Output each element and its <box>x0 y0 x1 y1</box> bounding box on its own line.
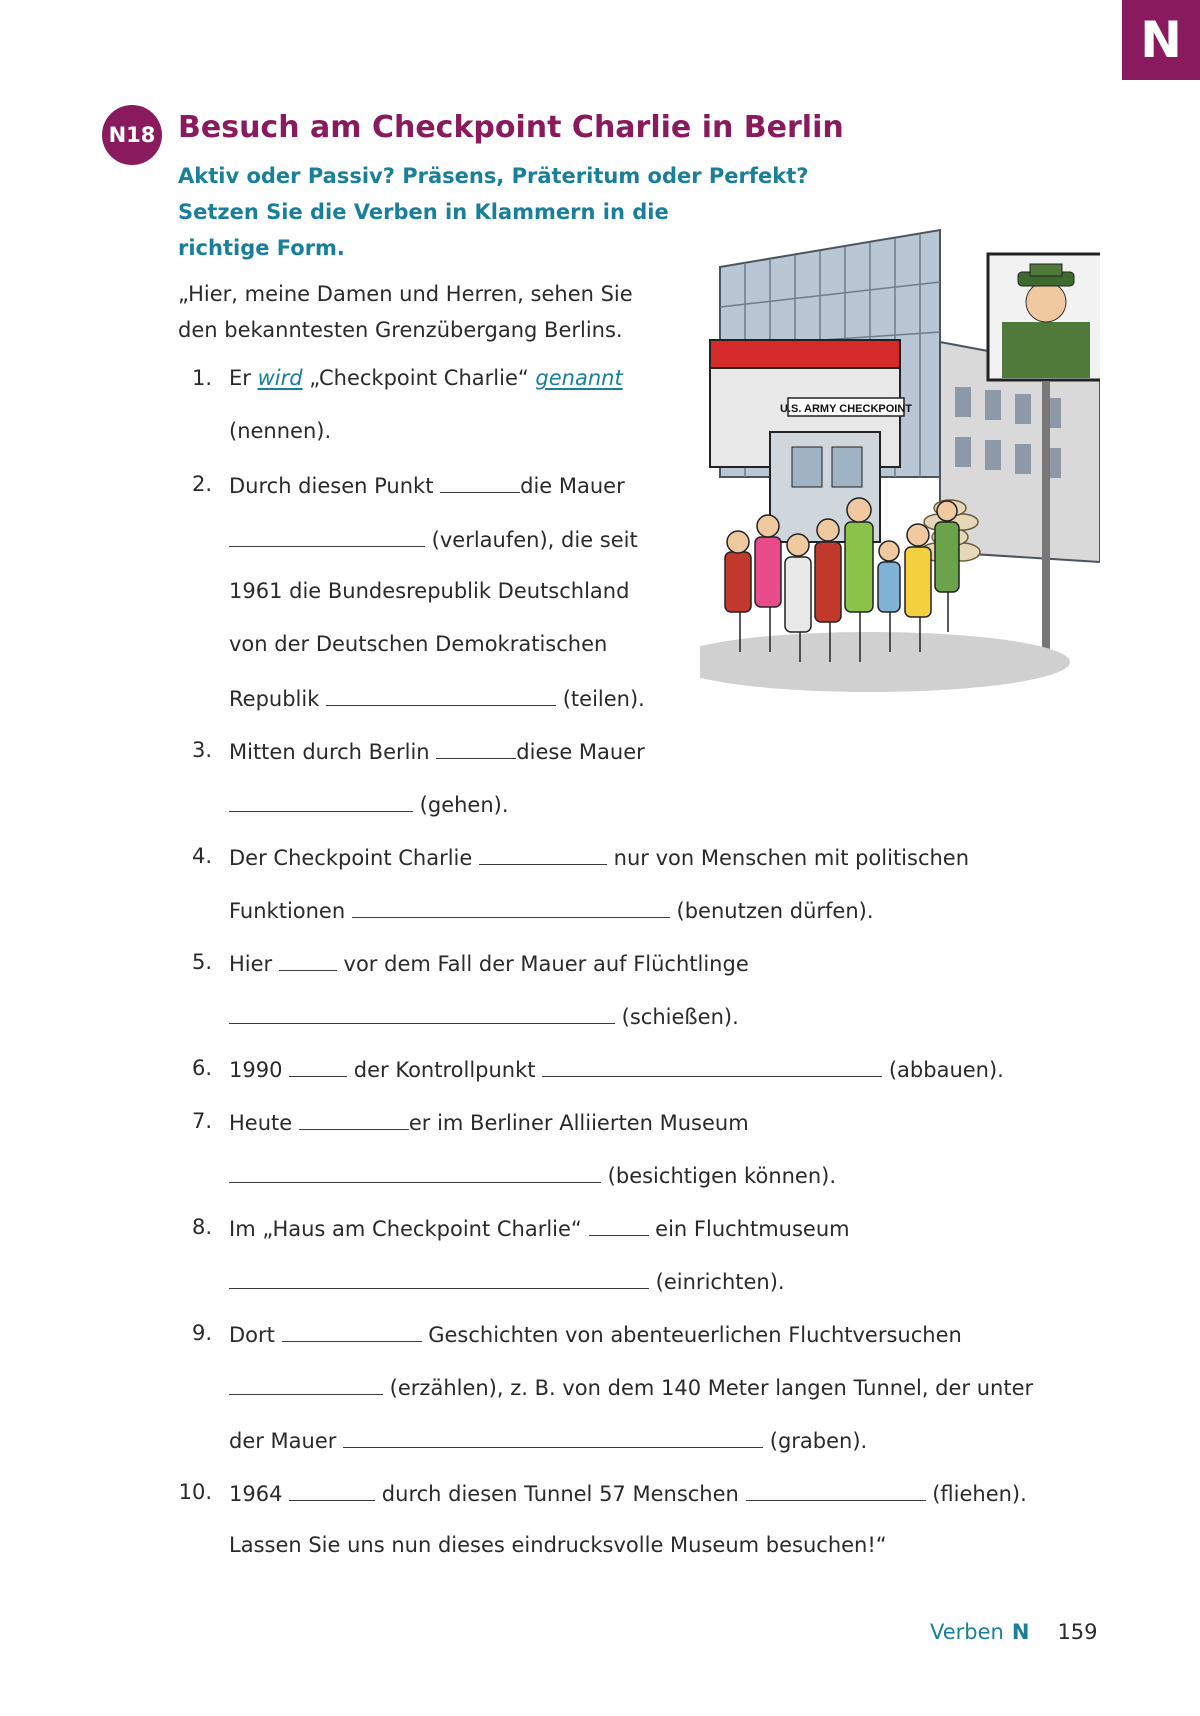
soldier-face <box>1026 282 1066 322</box>
guard-house-window <box>832 447 862 487</box>
answer-blank[interactable] <box>299 1109 409 1130</box>
sample-answer: genannt <box>535 366 623 390</box>
answer-blank[interactable] <box>326 685 556 706</box>
answer-blank[interactable] <box>589 1215 649 1236</box>
item-text: (schießen). <box>615 1005 739 1029</box>
item-text: nur von Menschen mit politischen <box>606 846 970 870</box>
item-text: (besichtigen können). <box>601 1164 837 1188</box>
answer-blank[interactable] <box>229 1162 601 1183</box>
item-line <box>229 472 625 498</box>
item-number: 8. <box>191 1215 212 1239</box>
item-number: 6. <box>191 1056 212 1080</box>
item-line <box>229 366 623 390</box>
sign-pole <box>1042 382 1050 652</box>
item-line <box>229 1480 1027 1506</box>
item-number: 9. <box>191 1321 212 1345</box>
item-text: (abbauen). <box>882 1058 1004 1082</box>
item-text: der Mauer <box>229 1429 344 1453</box>
instruction-line: richtige Form. <box>178 236 345 260</box>
answer-blank[interactable] <box>440 472 520 493</box>
item-text: von der Deutschen Demokratischen <box>229 632 608 656</box>
item-text: (teilen). <box>556 687 645 711</box>
soldier-cap-top <box>1030 264 1062 276</box>
answer-blank[interactable] <box>229 1268 649 1289</box>
item-text: „Checkpoint Charlie“ <box>302 366 536 390</box>
item-text: Heute <box>229 1111 299 1135</box>
item-text: Geschichten von abenteuerlichen Fluchtversuchen <box>421 1323 962 1347</box>
intro-line: „Hier, meine Damen und Herren, sehen Sie <box>178 282 633 306</box>
item-text: (graben). <box>763 1429 868 1453</box>
footer-letter: N <box>1011 1620 1030 1644</box>
intro-text <box>178 276 633 348</box>
item-number: 3. <box>191 738 212 762</box>
answer-blank[interactable] <box>436 738 516 759</box>
item-text: (gehen). <box>413 793 509 817</box>
army-sign-text: U.S. ARMY CHECKPOINT <box>779 403 913 415</box>
item-text: Republik <box>229 687 327 711</box>
answer-blank[interactable] <box>229 1374 383 1395</box>
intro-line: den bekanntesten Grenzübergang Berlins. <box>178 318 623 342</box>
answer-blank[interactable] <box>282 1321 422 1342</box>
item-line <box>229 1374 1033 1400</box>
checkpoint-charlie-illustration <box>700 222 1100 700</box>
item-text: Mitten durch Berlin <box>229 740 437 764</box>
answer-blank[interactable] <box>352 897 670 918</box>
item-text: (erzählen), z. B. von dem 140 Meter langen Tunnel, der unter <box>383 1376 1034 1400</box>
item-text: (verlaufen), die seit <box>425 528 638 552</box>
answer-blank[interactable] <box>479 844 607 865</box>
item-line <box>229 791 509 817</box>
item-text: Dort <box>229 1323 282 1347</box>
answer-blank[interactable] <box>542 1056 882 1077</box>
item-text: Der Checkpoint Charlie <box>229 846 479 870</box>
item-text: (benutzen dürfen). <box>669 899 874 923</box>
item-line <box>229 526 638 552</box>
instruction-line: Aktiv oder Passiv? Präsens, Präteritum oder Perfekt? <box>178 164 809 188</box>
item-line <box>229 1162 836 1188</box>
item-number: 10. <box>178 1480 212 1504</box>
page-number: 159 <box>1057 1620 1098 1644</box>
soldier-uniform <box>1002 322 1090 378</box>
answer-blank[interactable] <box>229 791 413 812</box>
item-text: durch diesen Tunnel 57 Menschen <box>375 1482 746 1506</box>
footer-section: Verben <box>930 1620 1004 1644</box>
item-text: die Mauer <box>520 474 625 498</box>
item-text: Funktionen <box>229 899 352 923</box>
item-line <box>229 897 874 923</box>
item-text: ein Fluchtmuseum <box>648 1217 850 1241</box>
item-number: 2. <box>191 472 212 496</box>
item-number: 4. <box>191 844 212 868</box>
guard-house-window <box>792 447 822 487</box>
item-text: (fliehen). <box>925 1482 1027 1506</box>
answer-blank[interactable] <box>746 1480 926 1501</box>
item-text: diese Mauer <box>516 740 645 764</box>
answer-blank[interactable] <box>343 1427 763 1448</box>
item-line <box>229 950 749 976</box>
answer-blank[interactable] <box>289 1056 347 1077</box>
item-text: 1964 <box>229 1482 290 1506</box>
item-line <box>229 1321 962 1347</box>
item-line <box>229 685 645 711</box>
item-text: Hier <box>229 952 279 976</box>
answer-blank[interactable] <box>229 1003 615 1024</box>
item-text: vor dem Fall der Mauer auf Flüchtlinge <box>336 952 749 976</box>
item-number: 1. <box>191 366 212 390</box>
item-text: Lassen Sie uns nun dieses eindrucksvolle Museum besuchen!“ <box>229 1533 887 1557</box>
answer-blank[interactable] <box>229 526 425 547</box>
item-line <box>229 1003 739 1029</box>
item-text: 1990 <box>229 1058 290 1082</box>
item-line <box>229 1056 1004 1082</box>
item-line <box>229 1268 785 1294</box>
item-line <box>229 1427 867 1453</box>
item-number: 7. <box>191 1109 212 1133</box>
item-text: er im Berliner Alliierten Museum <box>408 1111 749 1135</box>
chapter-tab: N <box>1122 0 1200 80</box>
item-number: 5. <box>191 950 212 974</box>
item-text: Im „Haus am Checkpoint Charlie“ <box>229 1217 589 1241</box>
item-line <box>229 1109 749 1135</box>
item-text: (nennen). <box>229 419 332 443</box>
instruction-line: Setzen Sie die Verben in Klammern in die <box>178 200 669 224</box>
item-text: (einrichten). <box>649 1270 785 1294</box>
sample-answer: wird <box>257 366 303 390</box>
answer-blank[interactable] <box>289 1480 375 1501</box>
item-text: Er <box>229 366 258 390</box>
item-text: der Kontrollpunkt <box>347 1058 543 1082</box>
item-text: Durch diesen Punkt <box>229 474 441 498</box>
exercise-title: Besuch am Checkpoint Charlie in Berlin <box>178 110 844 145</box>
exercise-badge: N18 <box>102 105 162 165</box>
ground-shadow <box>700 632 1070 692</box>
item-text: 1961 die Bundesrepublik Deutschland <box>229 579 630 603</box>
booth-roof <box>710 340 900 368</box>
page-footer <box>930 1620 1098 1644</box>
item-line <box>229 738 645 764</box>
item-line <box>229 1215 850 1241</box>
answer-blank[interactable] <box>279 950 337 971</box>
item-line <box>229 844 969 870</box>
